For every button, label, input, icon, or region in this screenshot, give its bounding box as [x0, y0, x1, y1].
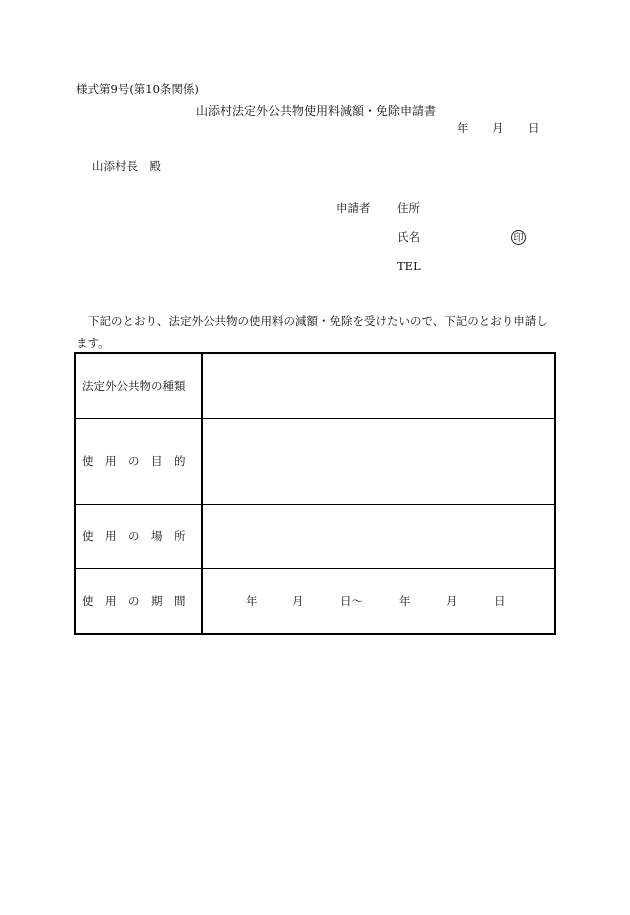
details-table	[74, 352, 556, 635]
tel-label: TEL	[397, 259, 421, 273]
table-row	[75, 353, 555, 418]
addressee: 山添村長 殿	[92, 159, 161, 173]
seal-icon: 印	[511, 230, 526, 245]
period-end-month: 月	[446, 593, 458, 608]
body-paragraph	[76, 310, 556, 354]
row-label-type: 法定外公共物の種類	[75, 353, 202, 418]
date-day: 日	[528, 121, 540, 135]
period-end-day: 日	[494, 593, 506, 608]
row-value-period[interactable]	[202, 568, 555, 634]
row-label-period: 使用の期間	[75, 568, 202, 634]
period-start-day: 日～	[340, 593, 363, 608]
applicant-label: 申請者	[336, 201, 371, 215]
date-month: 月	[492, 121, 504, 135]
address-label: 住所	[397, 201, 420, 215]
table-row	[75, 568, 555, 634]
period-end-year: 年	[399, 593, 411, 608]
document-title: 山添村法定外公共物使用料減額・免除申請書	[196, 104, 437, 118]
table-row	[75, 504, 555, 568]
form-number: 様式第9号(第10条関係)	[76, 82, 199, 96]
name-label: 氏名	[397, 230, 420, 244]
period-start-month: 月	[292, 593, 304, 608]
date-year: 年	[457, 121, 469, 135]
row-label-purpose: 使用の目的	[75, 418, 202, 504]
period-start-year: 年	[246, 593, 258, 608]
row-value-type[interactable]	[202, 353, 555, 418]
row-value-purpose[interactable]	[202, 418, 555, 504]
table-row	[75, 418, 555, 504]
row-label-place: 使用の場所	[75, 504, 202, 568]
row-value-place[interactable]	[202, 504, 555, 568]
body-text: 下記のとおり、法定外公共物の使用料の減額・免除を受けたいので、下記のとおり申請します。	[76, 314, 548, 350]
